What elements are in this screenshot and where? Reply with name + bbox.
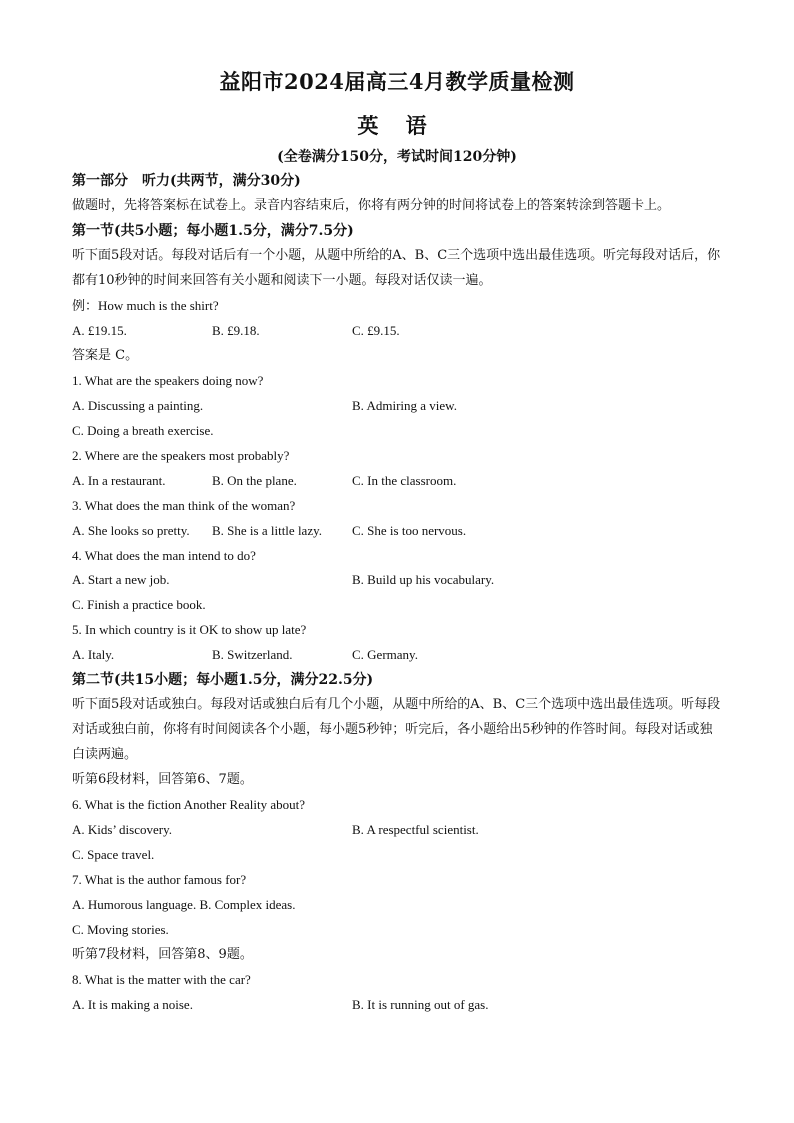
section1-instruction: 听下面5段对话。每段对话后有一个小题，从题中所给的A、B、C三个选项中选出最佳选项。听完每段对话后，你都有10秒钟的时间来回答有关小题和阅读下一小题。每段对话仅读一遍。 xyxy=(72,248,721,288)
q7-stem: 7. What is the author famous for? xyxy=(72,872,247,887)
q8-stem: 8. What is the matter with the car? xyxy=(72,972,251,987)
exam-info: (全卷满分150分，考试时间120分钟) xyxy=(277,149,517,165)
q1-option-c: C. Doing a breath exercise. xyxy=(72,423,214,438)
q1-option-b: B. Admiring a view. xyxy=(352,398,457,413)
part1-instruction: 做题时，先将答案标在试卷上。录音内容结束后，你将有两分钟的时间将试卷上的答案转涂到答题卡上。 xyxy=(72,198,671,213)
q5-stem: 5. In which country is it OK to show up late? xyxy=(72,622,307,637)
q2-option-a: A. In a restaurant. xyxy=(72,473,166,488)
section1-heading: 第一节(共5小题；每小题1.5分，满分7.5分) xyxy=(72,223,354,239)
q5-option-c: C. Germany. xyxy=(352,647,418,662)
q7-option-ab: A. Humorous language. B. Complex ideas. xyxy=(72,897,296,912)
q8-option-b: B. It is running out of gas. xyxy=(352,997,489,1012)
q6-option-b: B. A respectful scientist. xyxy=(352,822,479,837)
q4-option-c: C. Finish a practice book. xyxy=(72,597,206,612)
example-option-a: A. £19.15. xyxy=(72,323,127,338)
q2-stem: 2. Where are the speakers most probably? xyxy=(72,448,290,463)
q1-stem: 1. What are the speakers doing now? xyxy=(72,373,264,388)
q3-stem: 3. What does the man think of the woman? xyxy=(72,498,296,513)
example-question: 例：How much is the shirt? xyxy=(72,298,219,313)
q4-option-a: A. Start a new job. xyxy=(72,572,170,587)
q5-option-a: A. Italy. xyxy=(72,647,115,662)
section2-heading: 第二节(共15小题；每小题1.5分，满分22.5分) xyxy=(72,672,374,688)
q4-option-b: B. Build up his vocabulary. xyxy=(352,572,495,587)
q6-option-a: A. Kids’ discovery. xyxy=(72,822,173,837)
q3-option-a: A. She looks so pretty. xyxy=(72,523,190,538)
example-option-c: C. £9.15. xyxy=(352,323,400,338)
subject-title: 英 语 xyxy=(357,113,437,138)
q6-option-c: C. Space travel. xyxy=(72,847,155,862)
q5-option-b: B. Switzerland. xyxy=(212,647,293,662)
example-answer: 答案是 C。 xyxy=(72,348,139,363)
q3-option-c: C. She is too nervous. xyxy=(352,523,467,538)
material6-note: 听第6段材料，回答第6、7题。 xyxy=(72,772,253,787)
q2-option-c: C. In the classroom. xyxy=(352,473,457,488)
section2-instruction: 听下面5段对话或独白。每段对话或独白后有几个小题，从题中所给的A、B、C三个选项中选出最佳选项。听每段对话或独白前，你将有时间阅读各个小题，每小题5秒钟；听完后，各小题给出5秒钟的作答时间。每段对话或独白读两遍。 xyxy=(72,697,721,762)
q6-stem: 6. What is the fiction Another Reality about? xyxy=(72,797,305,812)
material7-note: 听第7段材料，回答第8、9题。 xyxy=(72,947,253,962)
q7-option-c: C. Moving stories. xyxy=(72,922,169,937)
q8-option-a: A. It is making a noise. xyxy=(72,997,193,1012)
q4-stem: 4. What does the man intend to do? xyxy=(72,548,256,563)
q2-option-b: B. On the plane. xyxy=(212,473,297,488)
exam-title: 益阳市2024届高三4月教学质量检测 xyxy=(219,69,575,94)
part1-heading: 第一部分 听力(共两节，满分30分) xyxy=(72,173,301,189)
q3-option-b: B. She is a little lazy. xyxy=(212,523,322,538)
q1-option-a: A. Discussing a painting. xyxy=(72,398,204,413)
example-option-b: B. £9.18. xyxy=(212,323,260,338)
